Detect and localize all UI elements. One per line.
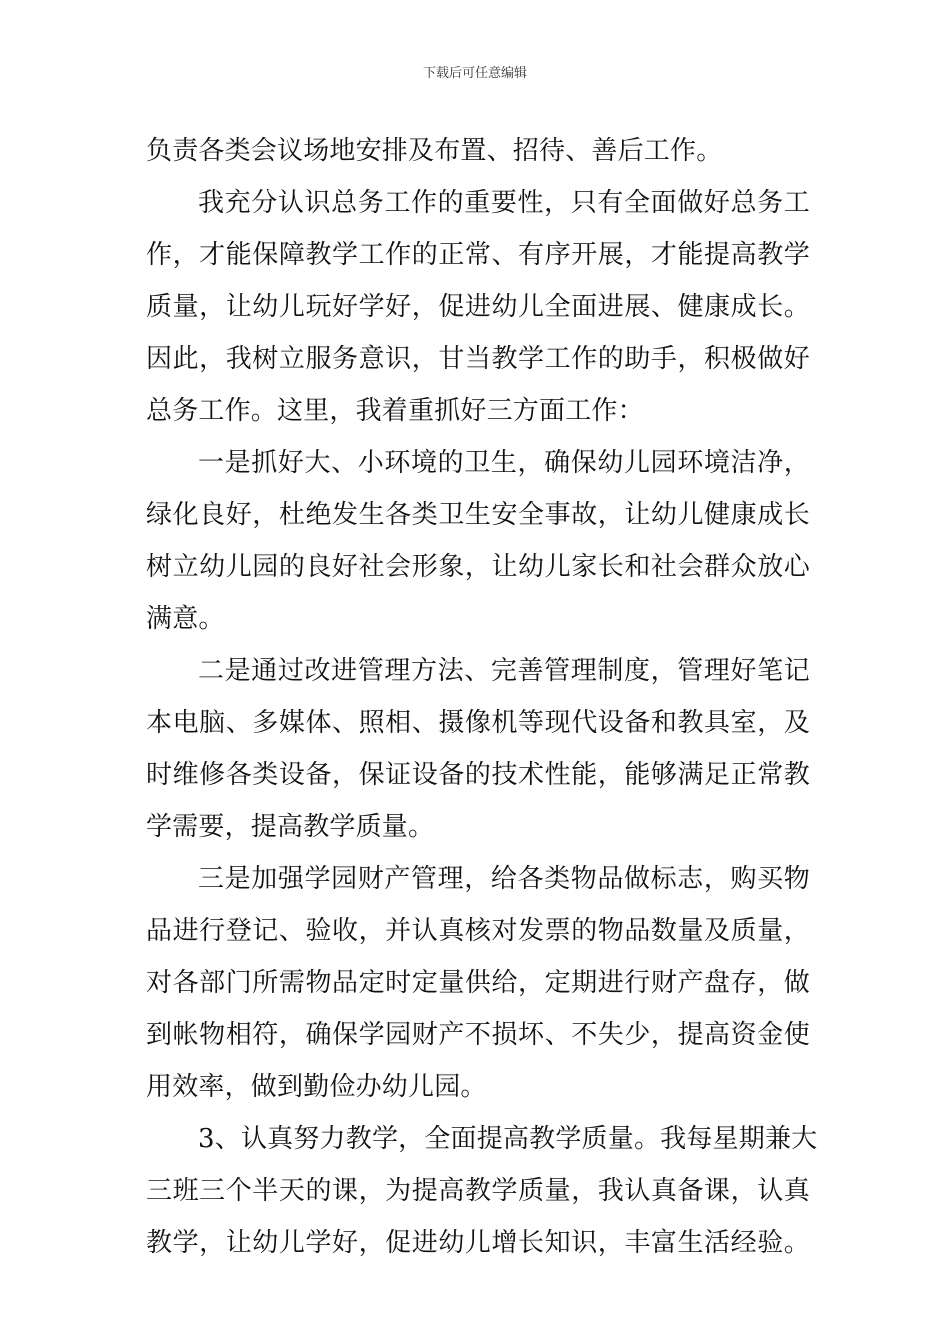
text-line: 负责各类会议场地安排及布置、招待、善后工作。 — [146, 136, 723, 166]
text-line: 三是加强学园财产管理，给各类物品做标志，购买物 — [198, 864, 810, 894]
text-line: 满意。 — [146, 604, 225, 634]
text-line: 总务工作。这里，我着重抓好三方面工作： — [146, 396, 644, 426]
text-line: 我充分认识总务工作的重要性，只有全面做好总务工 — [198, 188, 810, 218]
text-line: 3、认真努力教学，全面提高教学质量。我每星期兼大 — [198, 1124, 818, 1154]
text-line: 本电脑、多媒体、照相、摄像机等现代设备和教具室，及 — [146, 708, 810, 738]
text-line: 作，才能保障教学工作的正常、有序开展，才能提高教学 — [146, 240, 810, 270]
text-line: 一是抓好大、小环境的卫生，确保幼儿园环境洁净， — [198, 448, 810, 478]
text-line: 树立幼儿园的良好社会形象，让幼儿家长和社会群众放心 — [146, 552, 810, 582]
text-line: 因此，我树立服务意识，甘当教学工作的助手，积极做好 — [146, 344, 810, 374]
text-line: 学需要，提高教学质量。 — [146, 812, 435, 842]
text-line: 教学，让幼儿学好，促进幼儿增长知识，丰富生活经验。 — [146, 1228, 810, 1258]
text-line: 用效率，做到勤俭办幼儿园。 — [146, 1072, 487, 1102]
text-line: 绿化良好，杜绝发生各类卫生安全事故，让幼儿健康成长 — [146, 500, 810, 530]
page-header: 下载后可任意编辑 — [422, 66, 527, 81]
text-line: 二是通过改进管理方法、完善管理制度，管理好笔记 — [198, 656, 810, 686]
text-line: 品进行登记、验收，并认真核对发票的物品数量及质量， — [146, 916, 810, 946]
text-line: 质量，让幼儿玩好学好，促进幼儿全面进展、健康成长。 — [146, 292, 810, 322]
text-line: 到帐物相符，确保学园财产不损坏、不失少，提高资金使 — [146, 1020, 810, 1050]
text-line: 对各部门所需物品定时定量供给，定期进行财产盘存，做 — [146, 968, 810, 998]
document-body — [146, 125, 818, 1269]
text-line: 时维修各类设备，保证设备的技术性能，能够满足正常教 — [146, 760, 810, 790]
text-line: 三班三个半天的课，为提高教学质量，我认真备课，认真 — [146, 1176, 810, 1206]
